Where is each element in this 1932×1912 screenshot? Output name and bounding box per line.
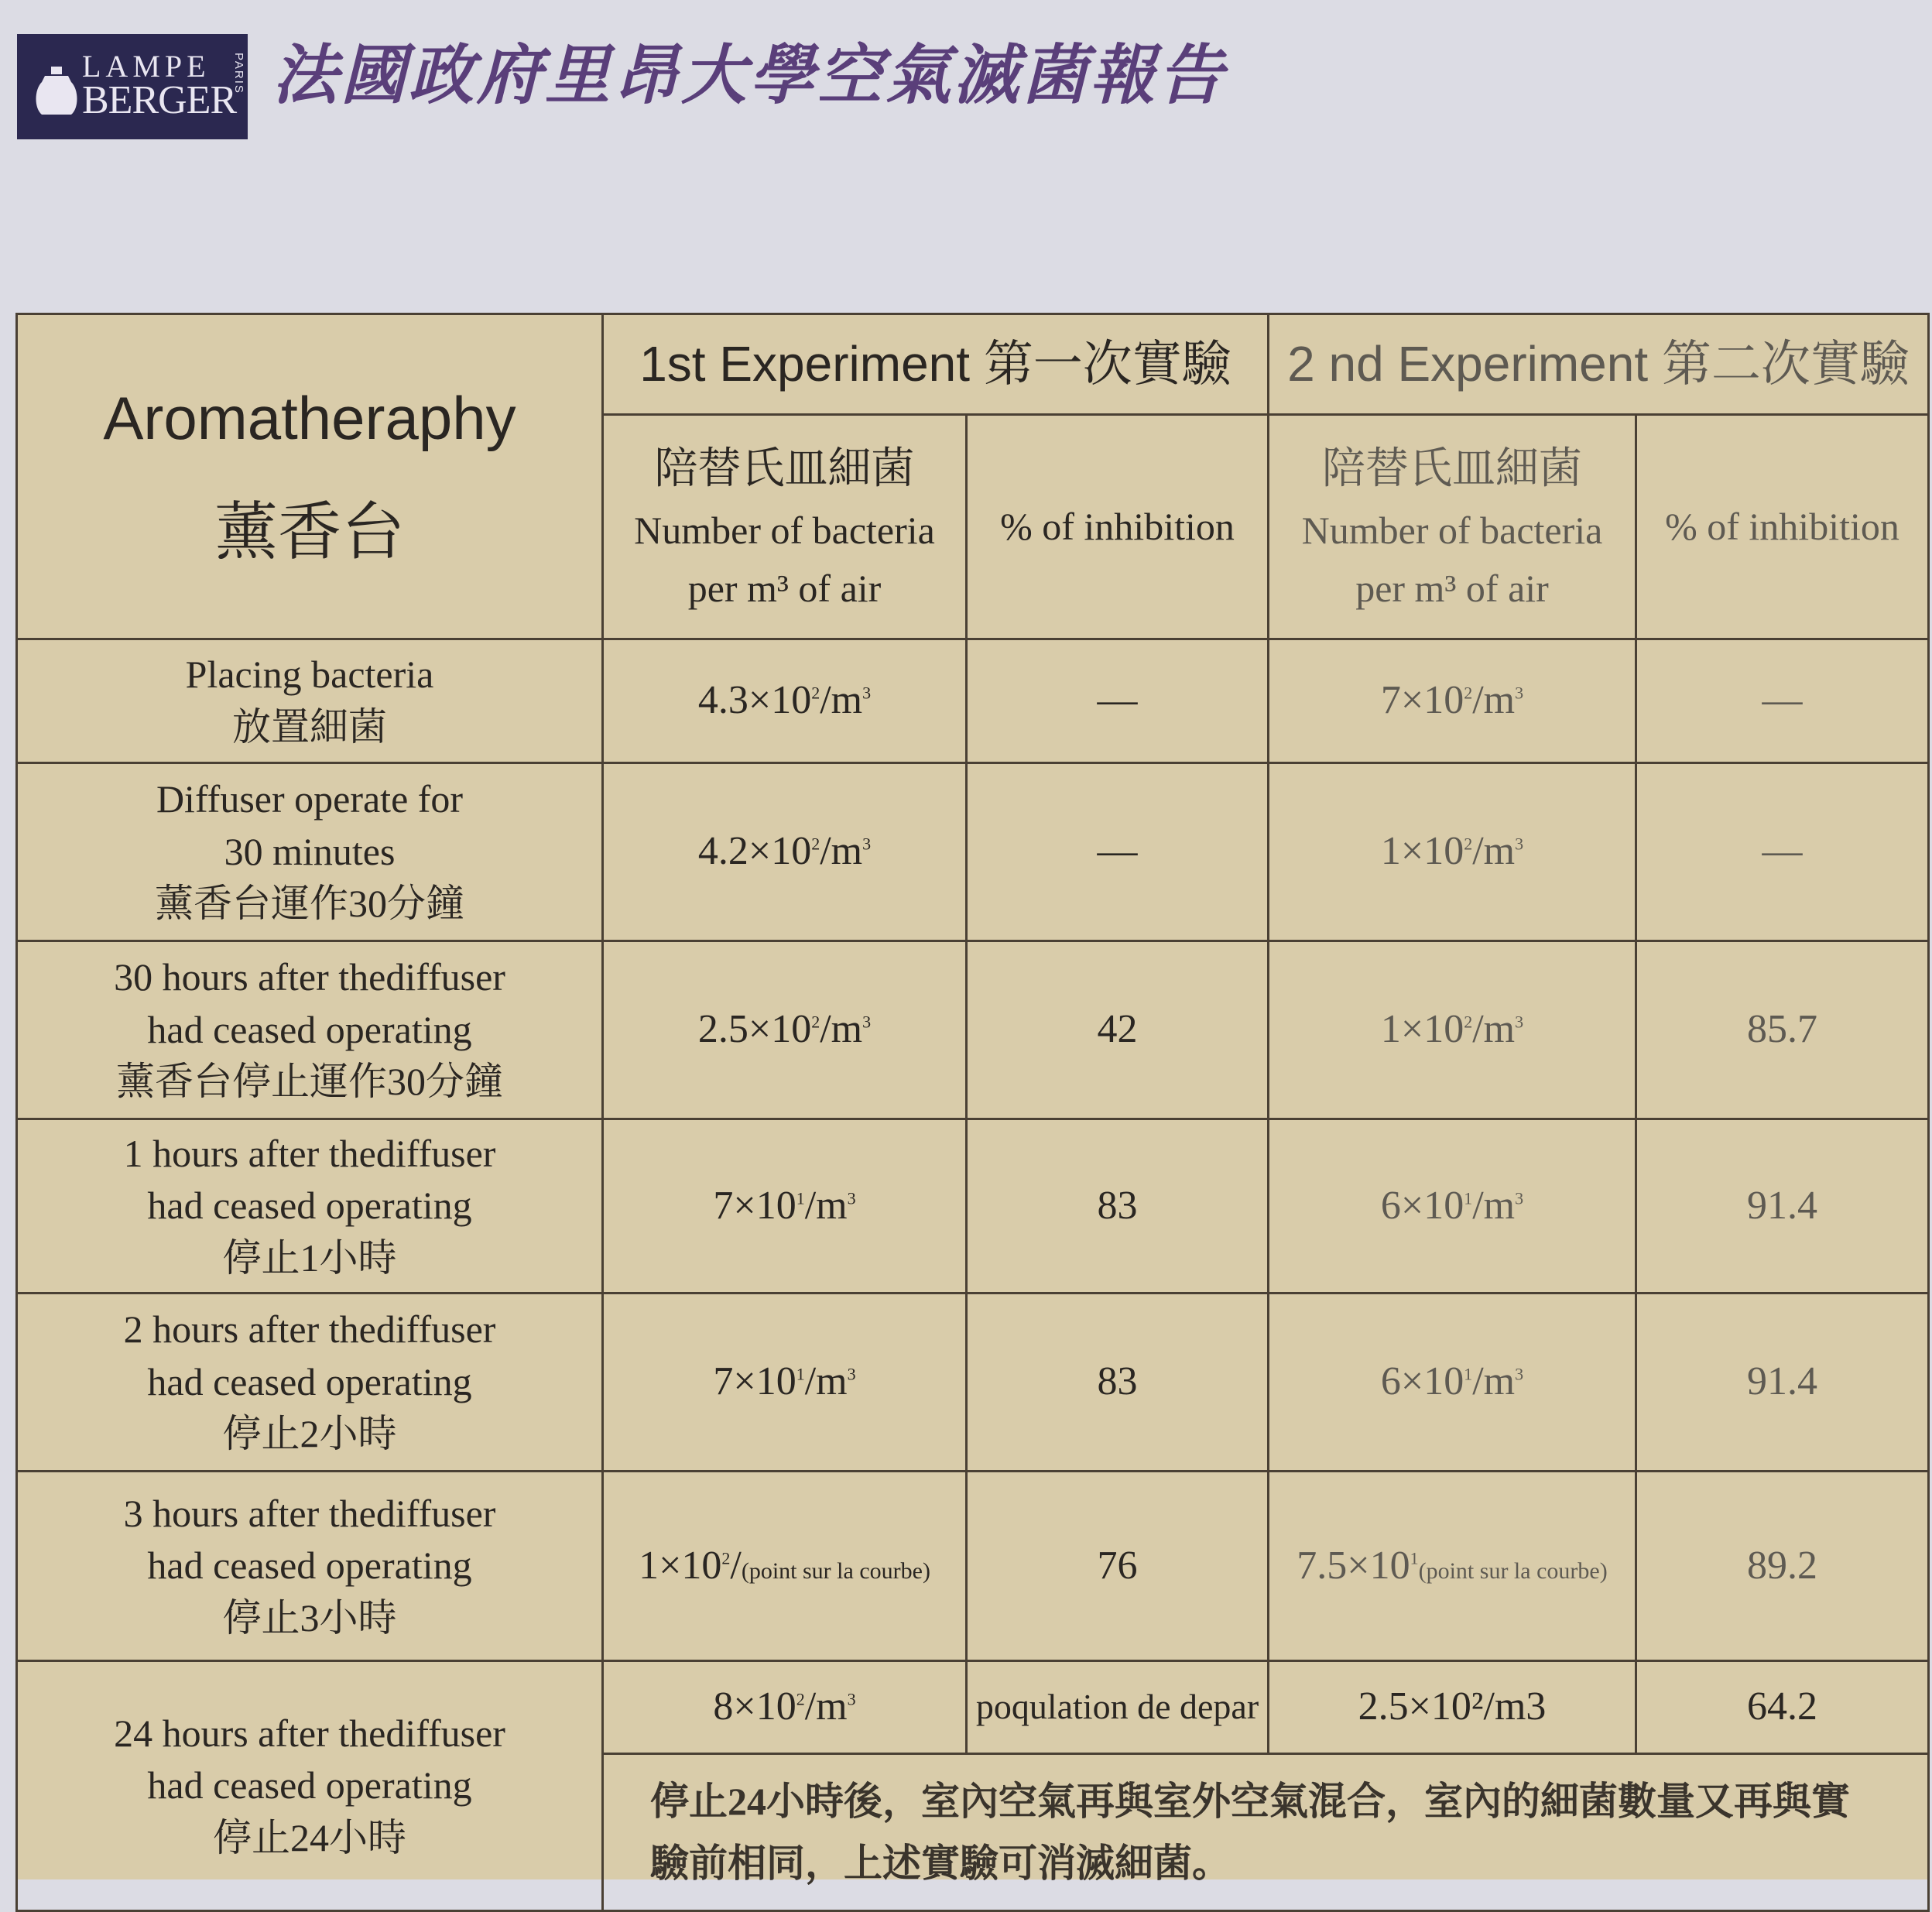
e1-count-cell (603, 1119, 967, 1294)
e1-inhibition-24h: poqulation de depar (967, 1661, 1269, 1754)
corner-header (17, 314, 603, 639)
value-base: 4.2×10 (697, 829, 812, 874)
e2-count-header-en1: Number of bacteria (1301, 508, 1603, 552)
row-label-line: Placing bacteria (185, 653, 434, 696)
value-exponent: 1 (1410, 1548, 1419, 1568)
value-exponent: 1 (796, 1188, 805, 1208)
e2-count-24h: 2.5×10²/m3 (1269, 1661, 1636, 1754)
logo-word-lampe: LAMPE (82, 49, 211, 84)
value-base: 1×10 (1380, 1007, 1464, 1052)
e2-inhibition-cell: — (1636, 639, 1929, 763)
value-unit-exponent: 3 (1515, 684, 1524, 704)
table-row (17, 1119, 1929, 1294)
value-unit-exponent: 3 (847, 1365, 856, 1385)
value-unit: /m (1472, 1183, 1516, 1228)
value-unit: /m (820, 829, 863, 874)
value-base: 2.5×10 (697, 1007, 812, 1052)
logo-word-berger: BERGER (82, 78, 237, 122)
lampe-berger-logo (17, 34, 248, 139)
row-label-line: had ceased operating (147, 1359, 472, 1403)
experiment-1-header: 1st Experiment 第一次實驗 (603, 314, 1269, 415)
row-label-line: had ceased operating (147, 1007, 472, 1051)
row-label-line: 2 hours after thediffuser (123, 1307, 496, 1352)
row-label (17, 1294, 603, 1472)
e1-count-header-en2: per m³ of air (687, 566, 882, 610)
value-exponent: 1 (1464, 1365, 1473, 1385)
row-label (17, 763, 603, 941)
e2-count-cell (1269, 763, 1636, 941)
table-row (17, 1294, 1929, 1472)
value-base: 7.5×10 (1297, 1543, 1410, 1588)
value-exponent: 1 (796, 1365, 805, 1385)
row-label (17, 941, 603, 1119)
results-table (15, 313, 1930, 1912)
bottle-icon (34, 63, 79, 118)
row-label-line: 停止3小時 (222, 1595, 397, 1640)
e1-inhibition-cell: — (967, 639, 1269, 763)
e1-inhibition-cell: 83 (967, 1294, 1269, 1472)
value-base: 6×10 (1380, 1183, 1464, 1228)
row-label-line: 30 hours after thediffuser (114, 955, 505, 999)
value-base: 4.3×10 (697, 678, 812, 723)
e2-count-cell (1269, 1294, 1636, 1472)
results-table-container (15, 313, 1927, 1885)
value-unit-exponent: 3 (1515, 834, 1524, 855)
value-base: 7×10 (713, 1183, 796, 1228)
value-unit-exponent: 3 (862, 684, 872, 704)
value-exponent: 1 (1464, 1188, 1473, 1208)
conclusion-note: 停止24小時後，室內空氣再與室外空氣混合，室內的細菌數量又再與實驗前相同，上述實驗可消滅細菌。 (603, 1754, 1929, 1911)
row-label-line: 24 hours after thediffuser (114, 1711, 505, 1755)
e2-inhibition-cell: 91.4 (1636, 1119, 1929, 1294)
value-exponent: 2 (811, 1013, 820, 1033)
e2-count-cell (1269, 1119, 1636, 1294)
value-unit-exponent: 3 (1515, 1188, 1524, 1208)
e1-count-header-en1: Number of bacteria (634, 508, 935, 552)
e1-inhibition-cell: — (967, 763, 1269, 941)
value-unit: /m (804, 1684, 848, 1729)
row-label-line: had ceased operating (147, 1184, 472, 1228)
e2-count-header (1269, 415, 1636, 639)
value-unit-exponent: 3 (862, 834, 872, 855)
e1-inhibition-cell: 83 (967, 1119, 1269, 1294)
value-note: (point sur la courbe) (1418, 1557, 1608, 1584)
value-unit: /m (820, 678, 863, 723)
value-unit-exponent: 3 (1515, 1013, 1524, 1033)
value-unit: / (730, 1543, 742, 1588)
value-base: 8×10 (713, 1684, 796, 1729)
value-exponent: 2 (1464, 684, 1473, 704)
corner-header-en: Aromatheraphy (103, 383, 516, 452)
table-row (17, 1472, 1929, 1661)
row-label-line: Diffuser operate for (156, 777, 464, 821)
e1-inhibition-header: % of inhibition (967, 415, 1269, 639)
value-exponent: 2 (796, 1690, 805, 1710)
corner-header-zh: 薰香台 (214, 496, 405, 567)
row-label-line: 放置細菌 (232, 704, 387, 749)
e1-count-cell (603, 941, 967, 1119)
row-label-line: 停止24小時 (213, 1815, 406, 1859)
value-exponent: 2 (811, 684, 820, 704)
e1-count-cell (603, 1294, 967, 1472)
e2-count-cell (1269, 1472, 1636, 1661)
row-label-line: had ceased operating (147, 1763, 472, 1807)
row-label-line: 薰香台運作30分鐘 (155, 882, 464, 926)
value-exponent: 2 (811, 834, 820, 855)
e2-count-header-en2: per m³ of air (1355, 566, 1549, 610)
value-unit-exponent: 3 (847, 1188, 856, 1208)
row-label-line: 薰香台停止運作30分鐘 (116, 1060, 503, 1104)
e2-inhibition-cell: 91.4 (1636, 1294, 1929, 1472)
experiment-2-header: 2 nd Experiment 第二次實驗 (1269, 314, 1929, 415)
value-base: 7×10 (1380, 678, 1464, 723)
row-label-line: 停止2小時 (222, 1412, 397, 1456)
value-exponent: 2 (721, 1548, 731, 1568)
row-label (17, 1119, 603, 1294)
table-row (17, 941, 1929, 1119)
table-row (17, 639, 1929, 763)
e1-inhibition-cell: 42 (967, 941, 1269, 1119)
value-unit-exponent: 3 (847, 1690, 856, 1710)
value-base: 1×10 (639, 1543, 722, 1588)
value-unit: /m (804, 1183, 848, 1228)
value-base: 1×10 (1380, 829, 1464, 874)
logo-word-paris: PARIS (232, 53, 245, 94)
row-label (17, 1472, 603, 1661)
value-unit: /m (820, 1007, 863, 1052)
row-label-24h (17, 1661, 603, 1911)
value-unit-exponent: 3 (1515, 1365, 1524, 1385)
e1-count-24h (603, 1661, 967, 1754)
e1-inhibition-cell: 76 (967, 1472, 1269, 1661)
e2-inhibition-header: % of inhibition (1636, 415, 1929, 639)
row-label-line: 停止1小時 (222, 1235, 397, 1280)
value-unit: /m (1472, 1359, 1516, 1404)
value-unit: /m (1472, 678, 1516, 723)
value-unit-exponent: 3 (862, 1013, 872, 1033)
row-label-line: 3 hours after thediffuser (123, 1491, 496, 1535)
e2-inhibition-cell: 85.7 (1636, 941, 1929, 1119)
e2-count-cell (1269, 941, 1636, 1119)
value-unit: /m (1472, 829, 1516, 874)
value-base: 7×10 (713, 1359, 796, 1404)
value-exponent: 2 (1464, 834, 1473, 855)
e1-count-cell (603, 1472, 967, 1661)
e2-inhibition-cell: — (1636, 763, 1929, 941)
row-label-line: 30 minutes (224, 829, 396, 873)
value-unit: /m (804, 1359, 848, 1404)
e1-count-header (603, 415, 967, 639)
e1-count-header-zh: 陪替氏皿細菌 (654, 444, 915, 493)
value-base: 6×10 (1380, 1359, 1464, 1404)
row-label (17, 639, 603, 763)
row-label-line: 1 hours after thediffuser (123, 1131, 496, 1175)
value-unit: /m (1472, 1007, 1516, 1052)
e2-count-cell (1269, 639, 1636, 763)
e1-count-cell (603, 763, 967, 941)
document-title: 法國政府里昂大學空氣滅菌報告 (272, 36, 1227, 113)
e2-count-header-zh: 陪替氏皿細菌 (1322, 444, 1582, 493)
value-exponent: 2 (1464, 1013, 1473, 1033)
row-label-line: had ceased operating (147, 1544, 472, 1588)
e2-inhibition-24h: 64.2 (1636, 1661, 1929, 1754)
table-row (17, 763, 1929, 941)
e2-inhibition-cell: 89.2 (1636, 1472, 1929, 1661)
value-note: (point sur la courbe) (741, 1557, 930, 1584)
e1-count-cell (603, 639, 967, 763)
